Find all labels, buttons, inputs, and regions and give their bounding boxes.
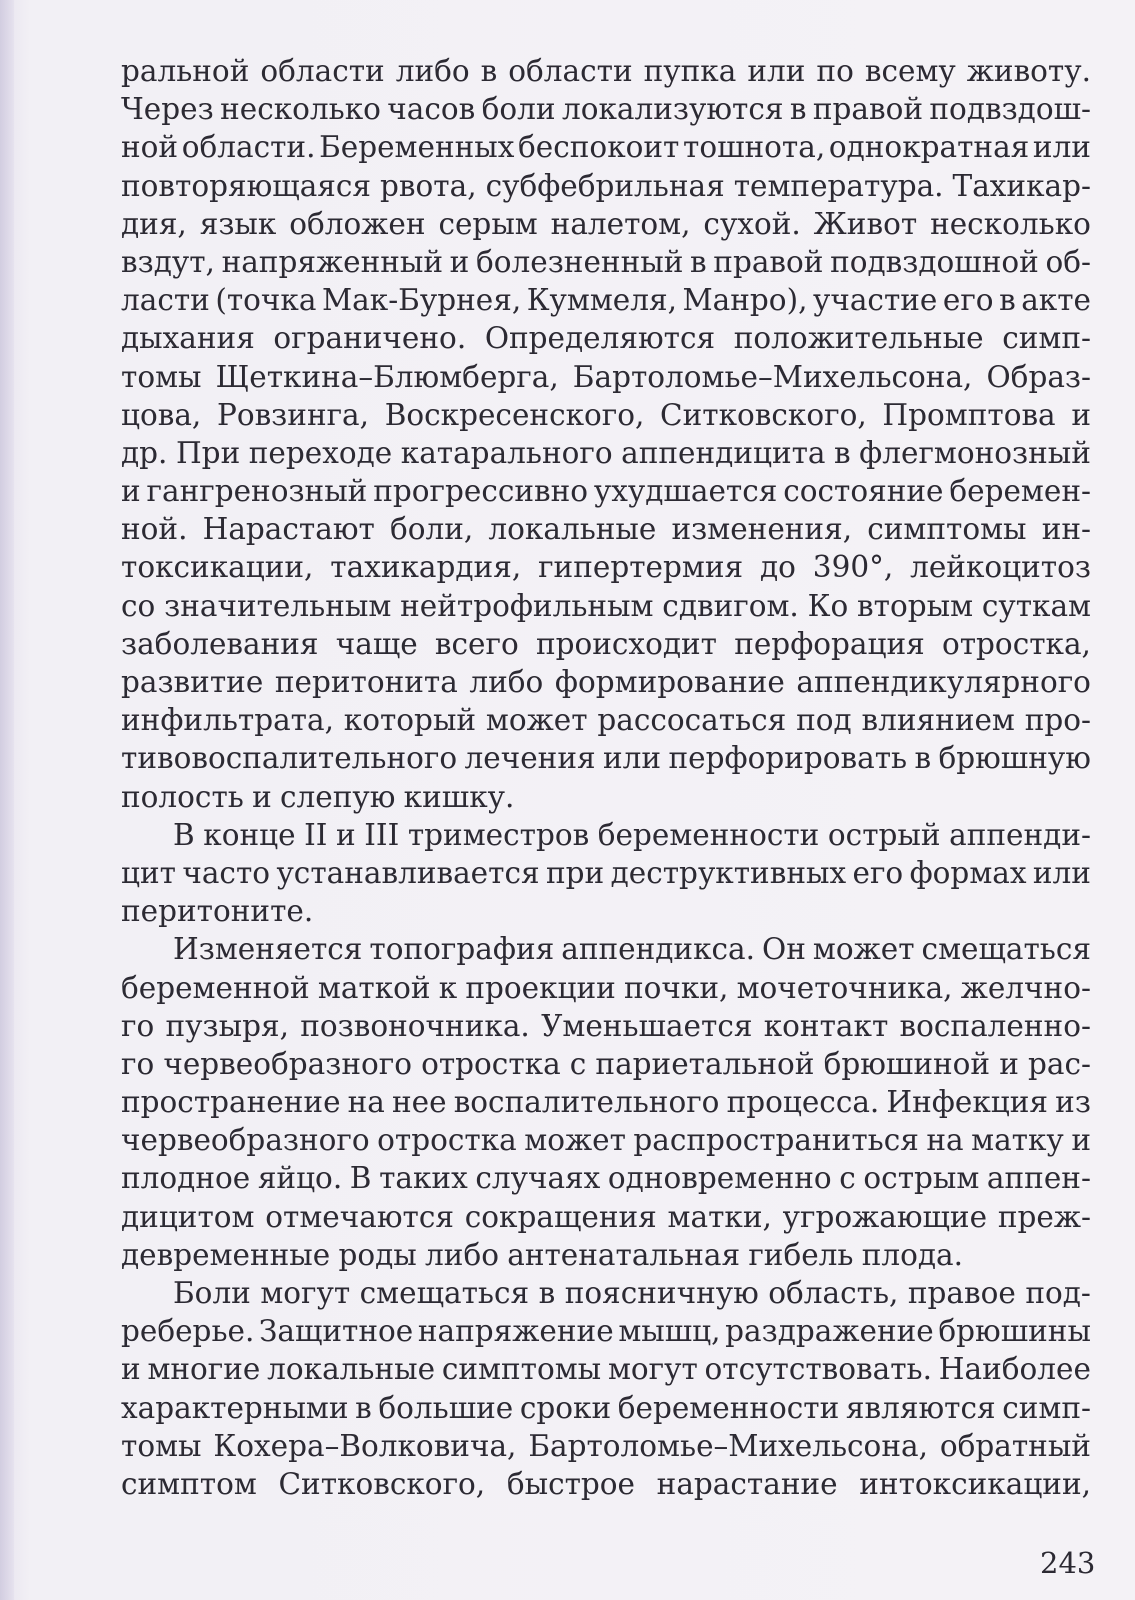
- text-line: цова, Ровзинга, Воскресенского, Ситковского, Промптова и: [121, 397, 1091, 432]
- text-line: и многие локальные симптомы могут отсутствовать. Наиболее: [121, 1352, 1091, 1387]
- text-line: др. При переходе катарального аппендицита в флегмонозный: [121, 435, 1091, 470]
- text-line: ной. Нарастают боли, локальные изменения, симптомы ин-: [121, 512, 1091, 547]
- text-line: беременной маткой к проекции почки, мочеточника, желчно-: [121, 970, 1091, 1005]
- text-line: ласти (точка Мак-Бурнея, Куммеля, Манро), участие его в акте: [121, 283, 1091, 318]
- text-line: повторяющаяся рвота, субфебрильная температура. Тахикар-: [121, 168, 1091, 203]
- text-line: го пузыря, позвоночника. Уменьшается контакт воспаленно-: [121, 1008, 1091, 1043]
- text-line: ной области. Беременных беспокоит тошнота, однократная или: [121, 130, 1091, 165]
- text-line: полость и слепую кишку.: [121, 779, 515, 814]
- text-line: дыхания ограничено. Определяются положительные симп-: [121, 321, 1091, 356]
- text-line: томы Щеткина–Блюмберга, Бартоломье–Михельсона, Образ-: [121, 359, 1091, 394]
- text-line: дия, язык обложен серым налетом, сухой. Живот несколько: [121, 206, 1091, 241]
- text-line: и гангренозный прогрессивно ухудшается состояние беремен-: [121, 474, 1091, 509]
- text-line: Боли могут смещаться в поясничную область, правое под-: [173, 1276, 1091, 1310]
- text-line: томы Кохера–Волковича, Бартоломье–Михельсона, обратный: [121, 1428, 1091, 1463]
- text-line: инфильтрата, который может рассосаться под влиянием про-: [121, 703, 1091, 738]
- text-line: червеобразного отростка может распространиться на матку и: [121, 1123, 1091, 1158]
- text-line: развитие перитонита либо формирование аппендикулярного: [121, 665, 1091, 699]
- text-line: характерными в большие сроки беременности являются симп-: [121, 1390, 1091, 1425]
- text-line: девременные роды либо антенатальная гибель плода.: [121, 1237, 964, 1272]
- text-line: го червеобразного отростка с париетальной брюшиной и рас-: [121, 1046, 1091, 1081]
- text-line: пространение на нее воспалительного процесса. Инфекция из: [121, 1085, 1091, 1120]
- text-line: В конце II и III триместров беременности острый аппенди-: [173, 817, 1091, 852]
- text-line: тивовоспалительного лечения или перфорировать в брюшную: [121, 741, 1091, 776]
- text-line: Через несколько часов боли локализуются в правой подвздош-: [121, 92, 1091, 127]
- text-line: со значительным нейтрофильным сдвигом. Ко вторым суткам: [121, 588, 1091, 623]
- text-line: токсикации, тахикардия, гипертермия до 390°, лейкоцитоз: [121, 550, 1091, 585]
- text-line: заболевания чаще всего происходит перфорация отростка,: [121, 626, 1091, 661]
- text-line: симптом Ситковского, быстрое нарастание интоксикации,: [121, 1466, 1091, 1501]
- page-binding-edge: [0, 0, 14, 1600]
- text-line: перитоните.: [121, 894, 314, 929]
- text-line: дицитом отмечаются сокращения матки, угрожающие преж-: [121, 1199, 1091, 1234]
- text-line: плодное яйцо. В таких случаях одновременно с острым аппен-: [121, 1161, 1091, 1196]
- text-line: Изменяется топография аппендикса. Он может смещаться: [173, 932, 1091, 967]
- text-line: реберье. Защитное напряжение мышц, раздражение брюшины: [121, 1314, 1091, 1349]
- text-line: вздут, напряженный и болезненный в правой подвздошной об-: [121, 244, 1091, 279]
- body-text: [121, 52, 1091, 1503]
- text-line: цит часто устанавливается при деструктивных его формах или: [121, 855, 1091, 890]
- text-line: ральной области либо в области пупка или по всему животу.: [121, 54, 1091, 88]
- page-number: 243: [1040, 1546, 1096, 1580]
